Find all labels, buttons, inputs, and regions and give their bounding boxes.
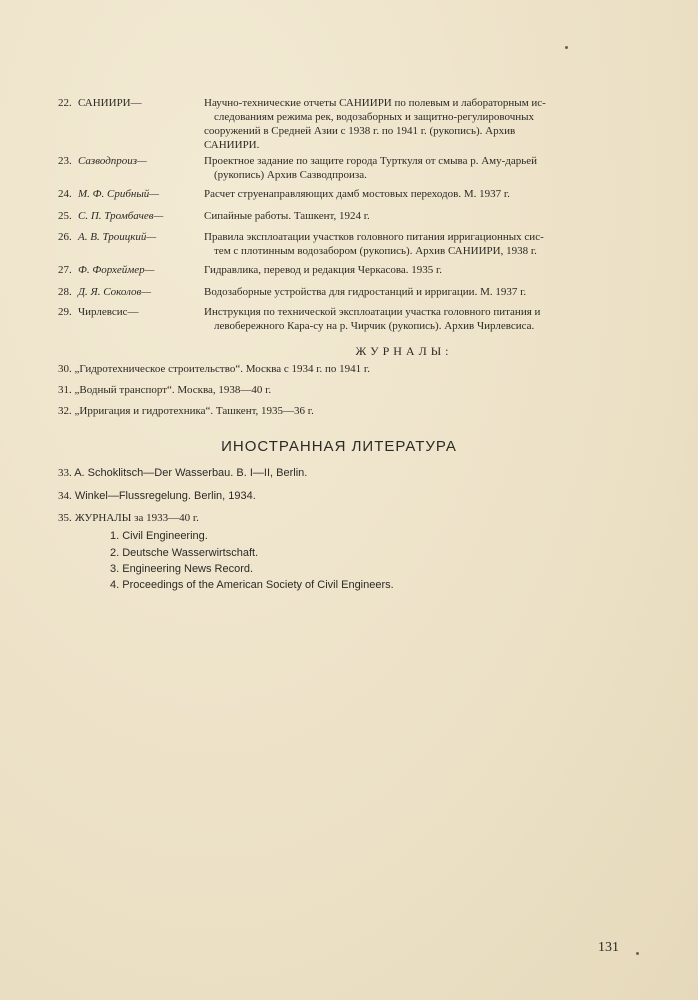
entry-line: Инструкция по технической эксплоатации участка головного питания и xyxy=(204,306,541,318)
page-number: 131 xyxy=(598,940,619,955)
entry-number: 27. xyxy=(58,264,72,276)
entry-author: Ф. Форхеймер— xyxy=(78,264,155,276)
item-number: 33. xyxy=(58,467,72,479)
item-text: A. Schoklitsch—Der Wasserbau. B. I—II, Berlin. xyxy=(74,467,308,479)
foreign-item-34 xyxy=(58,490,256,502)
entry-line: сооружений в Средней Азии с 1938 г. по 1941 г. (рукопись). Архив xyxy=(204,125,516,137)
entry-description xyxy=(204,230,640,258)
entry-number: 23. xyxy=(58,155,72,167)
entry-description xyxy=(204,285,640,299)
entry-description xyxy=(204,187,640,201)
entry-line: Проектное задание по защите города Турткуля от смыва р. Аму-дарьей xyxy=(204,155,538,167)
item-number: 34. xyxy=(58,490,72,502)
entry-line: (рукопись) Архив Сазводпроиза. xyxy=(214,169,367,181)
entry-line: Сипайные работы. Ташкент, 1924 г. xyxy=(204,210,370,222)
entry-description xyxy=(204,154,640,182)
entry-line: Расчет струенаправляющих дамб мостовых переходов. М. 1937 г. xyxy=(204,188,510,200)
entry-author: САНИИРИ— xyxy=(78,97,142,109)
journal-subitem-3: 3. Engineering News Record. xyxy=(110,563,254,575)
journal-subitem-2: 2. Deutsche Wasserwirtschaft. xyxy=(110,547,259,559)
entry-number: 25. xyxy=(58,210,72,222)
entry-author: С. П. Тромбачев— xyxy=(78,210,164,222)
item-text: Winkel—Flussregelung. Berlin, 1934. xyxy=(74,490,256,502)
entry-number: 22. xyxy=(58,97,72,109)
entry-author: А. В. Троицкий— xyxy=(78,231,157,243)
entry-line: Правила эксплоатации участков головного питания ирригационных сис- xyxy=(204,231,544,243)
journal-item-30: 30. „Гидротехническое строительство“. Москва с 1934 г. по 1941 г. xyxy=(58,363,370,375)
entry-number: 26. xyxy=(58,231,72,243)
entry-number: 29. xyxy=(58,306,72,318)
entry-author: Д. Я. Соколов— xyxy=(78,286,152,298)
entry-number: 28. xyxy=(58,286,72,298)
entry-description xyxy=(204,96,640,152)
entry-line: САНИИРИ. xyxy=(204,139,260,151)
item-text: ЖУРНАЛЫ за 1933—40 г. xyxy=(74,512,199,524)
entry-description xyxy=(204,209,640,223)
item-number: 35. xyxy=(58,512,72,524)
foreign-item-33 xyxy=(58,467,307,479)
foreign-item-35 xyxy=(58,512,199,524)
entry-description xyxy=(204,263,640,277)
entry-number: 24. xyxy=(58,188,72,200)
entry-author: М. Ф. Срибный— xyxy=(78,188,160,200)
entry-line: следованиям режима рек, водозаборных и защитно-регулировочных xyxy=(214,111,535,123)
paper-speck xyxy=(565,46,568,49)
entry-description xyxy=(204,305,640,333)
entry-line: левобережного Кара-су на р. Чирчик (рукопись). Архив Чирлевсиса. xyxy=(214,320,535,332)
journal-subitem-4: 4. Proceedings of the American Society of Civil Engineers. xyxy=(110,579,394,591)
journal-subitem-1: 1. Civil Engineering. xyxy=(110,530,208,542)
journal-item-32: 32. „Ирригация и гидротехника“. Ташкент, 1935—36 г. xyxy=(58,405,314,417)
foreign-literature-heading: ИНОСТРАННАЯ ЛИТЕРАТУРА xyxy=(221,438,457,455)
journal-item-31: 31. „Водный транспорт“. Москва, 1938—40 г. xyxy=(58,384,272,396)
entry-author: Сазводпроиз— xyxy=(78,155,147,167)
entry-line: тем с плотинным водозабором (рукопись). Архив САНИИРИ, 1938 г. xyxy=(214,245,537,257)
entry-author: Чирлевсис— xyxy=(78,306,139,318)
entry-line: Гидравлика, перевод и редакция Черкасова. 1935 г. xyxy=(204,264,443,276)
journals-heading: ЖУРНАЛЫ: xyxy=(355,344,453,358)
entry-line: Научно-технические отчеты САНИИРИ по полевым и лабораторным ис- xyxy=(204,97,546,109)
paper-speck xyxy=(636,952,639,955)
entry-line: Водозаборные устройства для гидростанций и ирригации. М. 1937 г. xyxy=(204,286,527,298)
